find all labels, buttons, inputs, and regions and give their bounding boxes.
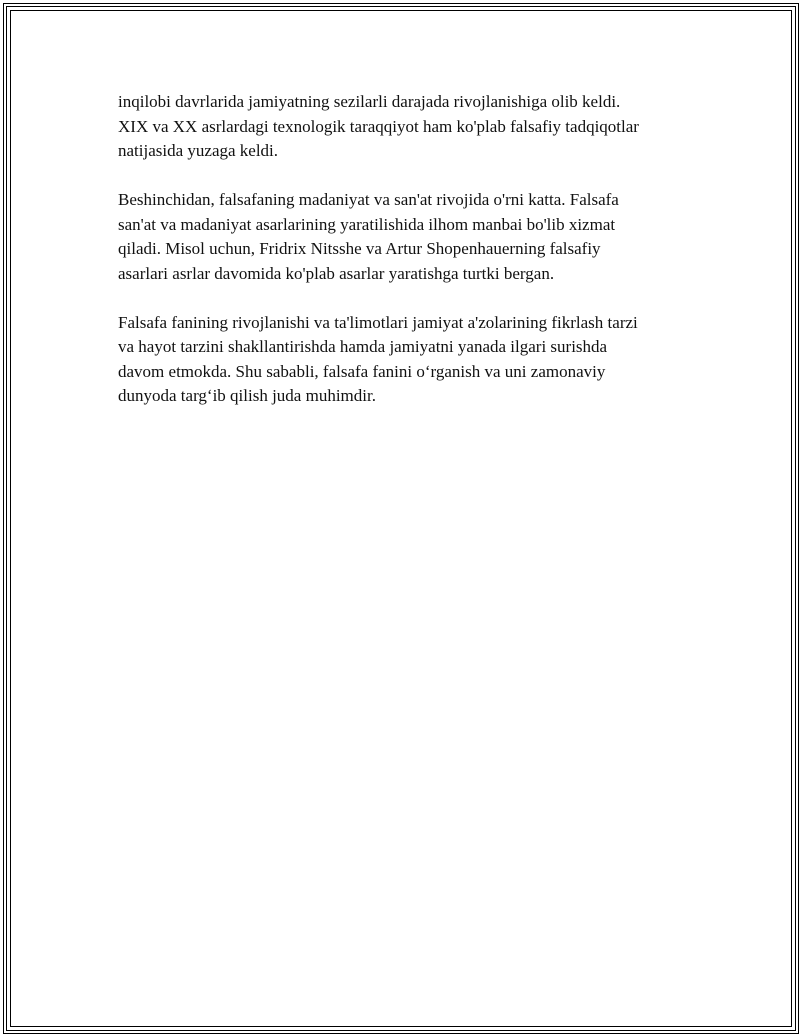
text-line: dunyoda targ‘ib qilish juda muhimdir. <box>118 386 376 405</box>
text-line: natijasida yuzaga keldi. <box>118 141 279 160</box>
text-line: davom etmokda. Shu sababli, falsafa fanini o‘rganish va uni zamonaviy <box>118 361 606 381</box>
text-line: Falsafa fanining rivojlanishi va ta'limotlari jamiyat a'zolarining fikrlash tarzi <box>118 312 638 332</box>
text-line: va hayot tarzini shakllantirishda hamda jamiyatni yanada ilgari surishda <box>118 337 608 356</box>
text-line: Beshinchidan, falsafaning madaniyat va san'at rivojida o'rni katta. Falsafa <box>118 190 619 209</box>
paragraph-3 <box>118 311 708 409</box>
document-body <box>118 90 708 433</box>
text-line: XIX va XX asrlardagi texnologik taraqqiyot ham ko'plab falsafiy tadqiqotlar <box>118 116 639 136</box>
text-line: asarlari asrlar davomida ko'plab asarlar yaratishga turtki bergan. <box>118 263 555 283</box>
paragraph-2 <box>118 188 708 286</box>
text-line: qiladi. Misol uchun, Fridrix Nitsshe va Artur Shopenhauerning falsafiy <box>118 239 601 258</box>
text-line: inqilobi davrlarida jamiyatning sezilarli darajada rivojlanishiga olib keldi. <box>118 92 621 111</box>
paragraph-1 <box>118 90 708 164</box>
text-line: san'at va madaniyat asarlarining yaratilishida ilhom manbai bo'lib xizmat <box>118 214 616 234</box>
